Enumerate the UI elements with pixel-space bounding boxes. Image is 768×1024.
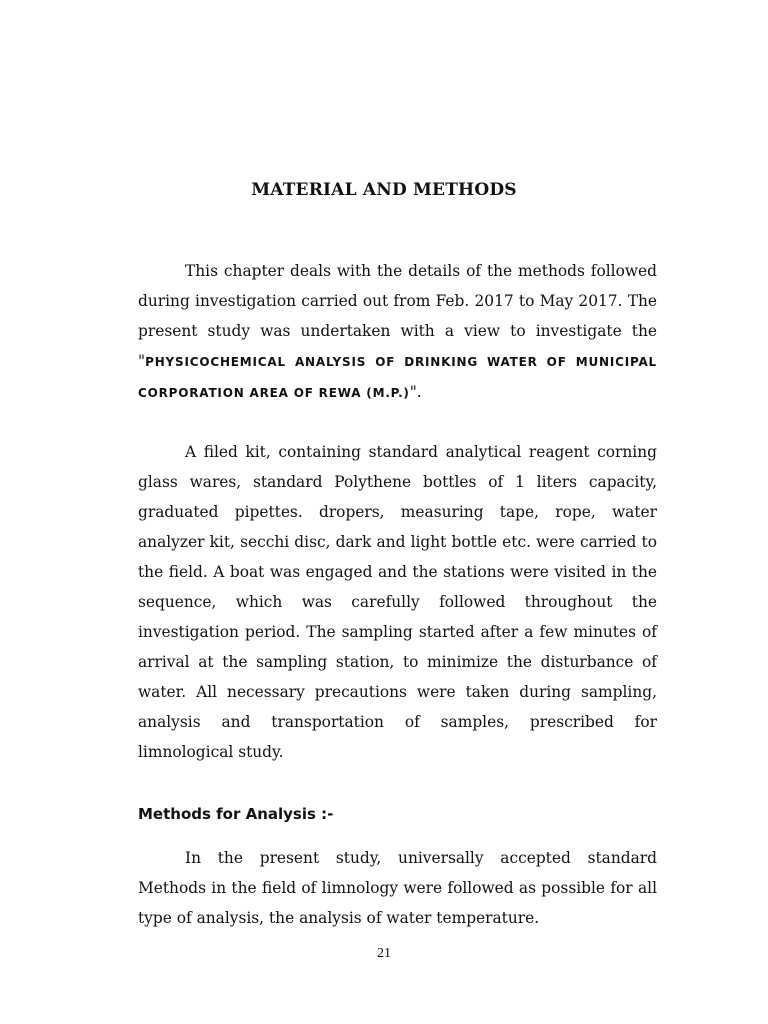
quote-close: ".: [409, 383, 422, 401]
intro-text: This chapter deals with the details of the methods followed during investigation carried out from Feb. 2017 to May 2017. The present study was undertaken with a view to investigate the: [138, 262, 657, 340]
paragraph-methods: [138, 843, 657, 933]
page-number: 21: [377, 946, 391, 961]
paragraph-intro: [138, 256, 657, 408]
page-title: MATERIAL AND METHODS: [251, 180, 517, 200]
field-kit-text: A filed kit, containing standard analytical reagent corning glass wares, standard Polythene bottles of 1 liters capacity, graduated pipettes. dropers, measuring tape, rope, water analyzer kit, secchi disc, dark and light bottle etc. were carried to the field. A boat was engaged and the stations were visited in the sequence, which was carefully followed throughout the investigation period. The sampling started after a few minutes of arrival at the sampling station, to minimize the disturbance of water. All necessary precautions were taken during sampling, analysis and transportation of samples, prescribed for limnological study.: [138, 443, 657, 761]
methods-text: In the present study, universally accepted standard Methods in the field of limnology were followed as possible for all type of analysis, the analysis of water temperature.: [138, 849, 657, 927]
study-title-emphasis: PHYSICOCHEMICAL ANALYSIS OF DRINKING WATER OF MUNICIPAL CORPORATION AREA OF REWA: [138, 355, 657, 400]
section-heading: Methods for Analysis :-: [138, 805, 334, 823]
paragraph-field-kit: [138, 437, 657, 767]
quote-open: ": [138, 352, 146, 370]
study-title-suffix: (M.P.): [361, 386, 410, 400]
